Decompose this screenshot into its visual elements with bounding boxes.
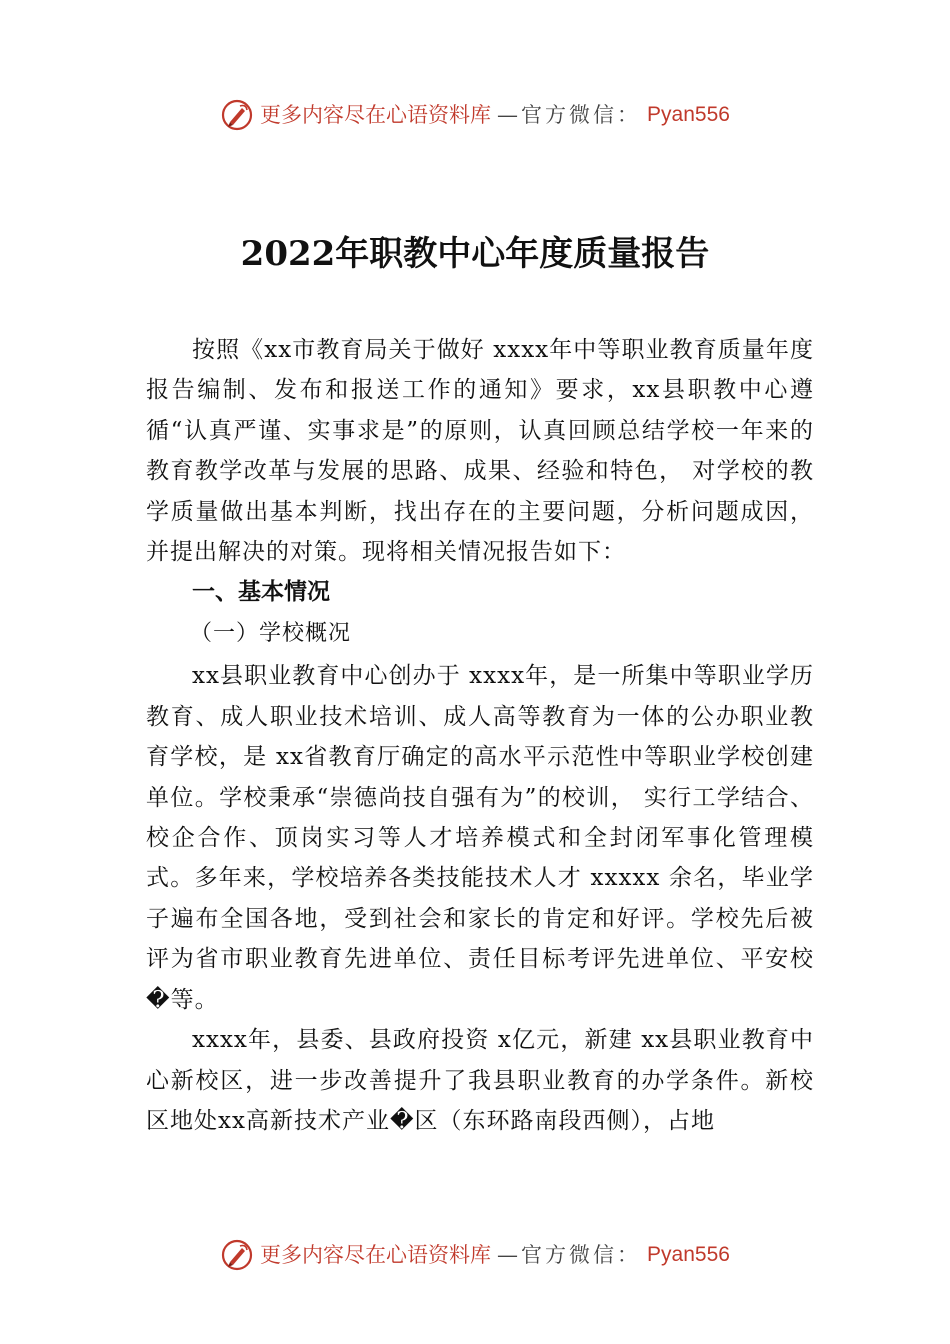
watermark-wechat-id: Pyan556 (647, 103, 730, 126)
subsection-heading-school-overview: （一）学校概况 (190, 621, 352, 647)
watermark-brand: 更多内容尽在心语资料库 (260, 103, 492, 127)
section-heading-basic-info: 一、基本情况 (192, 579, 330, 606)
watermark-footer (0, 1238, 950, 1272)
watermark-brand: 更多内容尽在心语资料库 (260, 1243, 492, 1267)
watermark-wechat-id: Pyan556 (647, 1243, 730, 1266)
document-body (146, 330, 814, 1141)
pen-logo-icon (220, 98, 254, 132)
watermark-header (0, 98, 950, 132)
watermark-official-label: —官方微信： (497, 1243, 642, 1267)
school-overview-paragraph: xx县职业教育中心创办于 xxxx年，是一所集中等职业学历教育、成人职业技术培训、成人高等教育为一体的公办职业教育学校，是 xx省教育厅确定的高水平示范性中等职业学校创建单位。学校秉承“崇德尚技自强有为”的校训， 实行工学结合、校企合作、顶岗实习等人才培养模式和全封闭军事化管理模式。多年来，学校培养各类技能技术人才 xxxxx 余名，毕业学子遍布全国各地，受到社会和家长的肯定和好评。学校先后被评为省市职业教育先进单位、责任目标考评先进单位、平安校�等。 (146, 663, 814, 1013)
new-campus-paragraph: xxxx年，县委、县政府投资 x亿元，新建 xx县职业教育中心新校区，进一步改善提升了我县职业教育的办学条件。新校区地处xx高新技术产业�区（东环路南段西侧），占地 (146, 1027, 814, 1134)
intro-paragraph: 按照《xx市教育局关于做好 xxxx年中等职业教育质量年度报告编制、发布和报送工作的通知》要求，xx县职教中心遵循“认真严谨、实事求是”的原则，认真回顾总结学校一年来的教育教学改革与发展的思路、成果、经验和特色， 对学校的教学质量做出基本判断，找出存在的主要问题，分析问题成因，并提出解决的对策。现将相关情况报告如下： (146, 337, 814, 566)
watermark-official-label: —官方微信： (497, 103, 642, 127)
pen-logo-icon (220, 1238, 254, 1272)
document-title: 2022年职教中心年度质量报告 (240, 233, 710, 274)
